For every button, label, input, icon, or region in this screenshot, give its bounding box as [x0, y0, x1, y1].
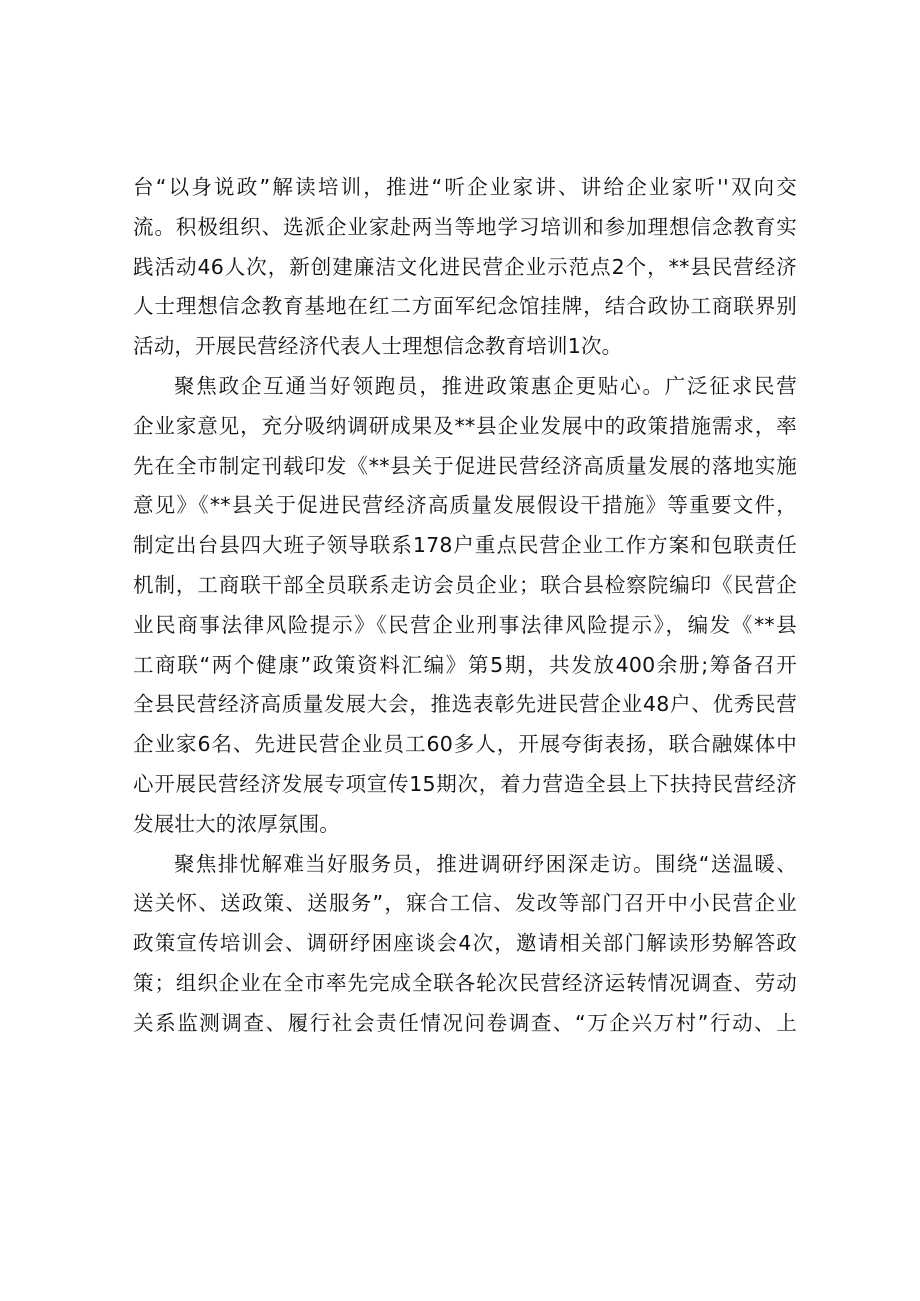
text-line: 人士理想信念教育基地在红二方面军纪念馆挂牌，结合政协工商联界别 [133, 294, 797, 319]
text-line: 流。积极组织、选派企业家赴两当等地学习培训和参加理想信念教育实 [133, 214, 797, 239]
text-line: 企业家6名、先进民营企业员工60多人，开展夸街表扬，联合融媒体中 [133, 732, 797, 757]
text-line: 送关怀、送政策、送服务”，寐合工信、发改等部门召开中小民营企业 [133, 891, 797, 916]
text-line: 机制，工商联干部全员联系走访会员企业；联合县检察院编印《民营企 [133, 572, 797, 597]
text-line: 活动，开展民营经济代表人士理想信念教育培训1次。 [133, 334, 623, 359]
text-line: 企业家意见，充分吸纳调研成果及**县企业发展中的政策措施需求，率 [133, 413, 797, 438]
text-line: 发展壮大的浓厚氛围。 [133, 811, 340, 836]
text-line: 关系监测调查、履行社会责任情况问卷调查、“万企兴万村”行动、上 [133, 1010, 797, 1035]
body-text [133, 168, 797, 1044]
text-line: 心开展民营经济发展专项宣传15期次，着力营造全县上下扶持民营经济 [133, 771, 797, 796]
text-line: 践活动46人次，新创建廉洁文化进民营企业示范点2个，**县民营经济 [133, 254, 797, 279]
text-line: 制定出台县四大班子领导联系178户重点民营企业工作方案和包联责任 [133, 533, 797, 558]
text-line: 台“以身说政”解读培训，推进“听企业家讲、讲给企业家听''双向交 [133, 175, 797, 199]
text-line: 业民商事法律风险提示》《民营企业刑事法律风险提示》，编发《**县 [133, 612, 797, 637]
text-line: 聚焦排忧解难当好服务员，推进调研纾困深走访。围绕“送温暖、 [174, 851, 797, 876]
text-line: 意见》《**县关于促进民营经济高质量发展假设干措施》等重要文件， [133, 493, 797, 518]
text-line: 聚焦政企互通当好领跑员，推进政策惠企更贴心。广泛征求民营 [174, 373, 797, 398]
text-line: 政策宣传培训会、调研纾困座谈会4次，邀请相关部门解读形势解答政 [133, 931, 797, 956]
text-line: 策；组织企业在全市率先完成全联各轮次民营经济运转情况调查、劳动 [133, 970, 797, 995]
text-line: 先在全市制定刊载印发《**县关于促进民营经济高质量发展的落地实施 [133, 453, 797, 478]
text-line: 工商联“两个健康”政策资料汇编》第5期，共发放400余册;筹备召开 [133, 652, 797, 677]
text-line: 全县民营经济高质量发展大会，推选表彰先进民营企业48户、优秀民营 [133, 692, 797, 717]
